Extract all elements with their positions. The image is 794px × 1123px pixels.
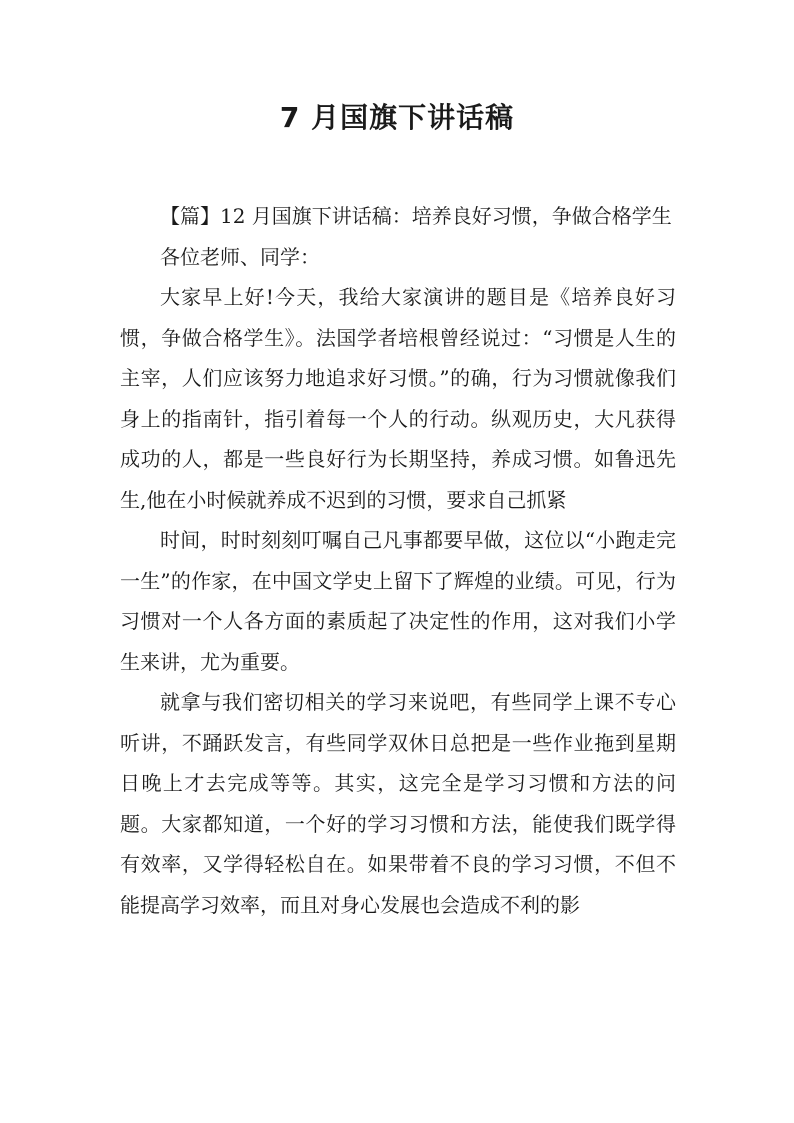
paragraph-heading: 【篇】12 月国旗下讲话稿：培养良好习惯，争做合格学生 (160, 204, 672, 228)
paragraph-salutation: 各位老师、同学： (160, 244, 320, 269)
document-body (120, 196, 676, 925)
paragraph: 大家早上好!今天，我给大家演讲的题目是《培养良好习惯，争做合格学生》。法国学者培根曾经说过：“习惯是人生的主宰，人们应该努力地追求好习惯。”的确，行为习惯就像我们身上的指南针，指引着每一个人的行动。纵观历史，大凡获得成功的人，都是一些良好行为长期坚持，养成习惯。如鲁迅先生,他在小时候就养成不迟到的习惯，要求自己抓紧 (120, 285, 676, 512)
paragraph: 时间，时时刻刻叮嘱自己凡事都要早做，这位以“小跑走完一生”的作家，在中国文学史上留下了辉煌的业绩。可见，行为习惯对一个人各方面的素质起了决定性的作用，这对我们小学生来讲，尤为重要。 (120, 528, 676, 674)
document-title: 7 月国旗下讲话稿 (279, 101, 515, 134)
paragraph: 就拿与我们密切相关的学习来说吧，有些同学上课不专心听讲，不踊跃发言，有些同学双休日总把是一些作业拖到星期日晚上才去完成等等。其实，这完全是学习习惯和方法的问题。大家都知道，一个好的学习习惯和方法，能使我们既学得有效率，又学得轻松自在。如果带着不良的学习习惯，不但不能提高学习效率，而且对身心发展也会造成不利的影 (120, 690, 676, 917)
